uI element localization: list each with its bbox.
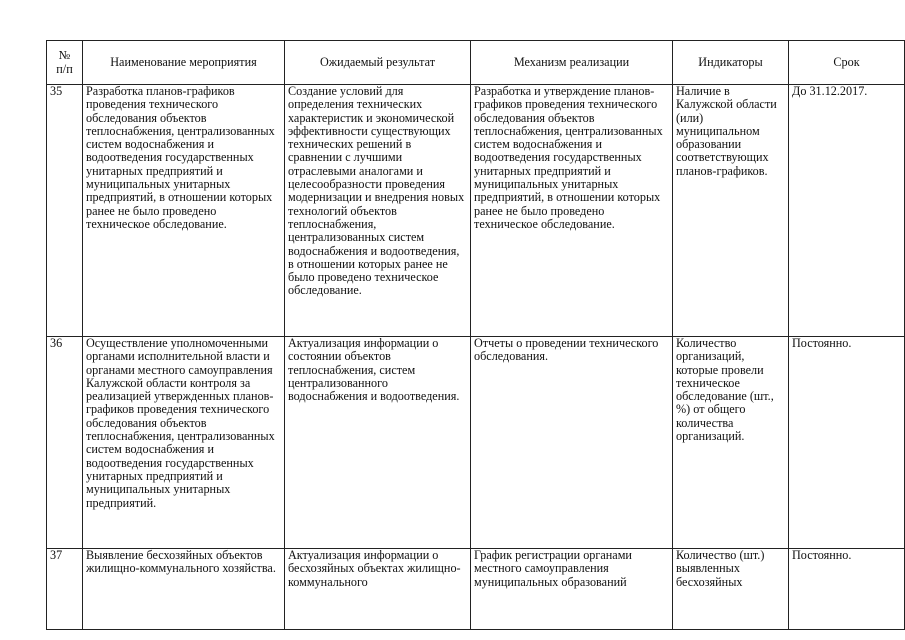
row-num: 35 <box>47 85 83 337</box>
row-num: 37 <box>47 549 83 630</box>
header-deadline: Срок <box>789 41 905 85</box>
row-indicators: Наличие в Калужской области (или) муниципальном образовании соответствующих планов-графиков. <box>673 85 789 337</box>
row-name: Выявление бесхозяйных объектов жилищно-коммунального хозяйства. <box>83 549 285 630</box>
table-header-row <box>47 41 905 85</box>
row-indicators: Количество (шт.) выявленных бесхозяйных <box>673 549 789 630</box>
table-row <box>47 337 905 549</box>
table-row <box>47 85 905 337</box>
row-mechanism: График регистрации органами местного самоуправления муниципальных образований <box>471 549 673 630</box>
row-mechanism: Разработка и утверждение планов-графиков проведения технического обследования объектов теплоснабжения, централизованных систем водоснабжения и водоотведения государственных унитарных предприятий и муниципальных унитарных предприятий, в отношении которых ранее не было проведено техническое обследование. <box>471 85 673 337</box>
row-name: Разработка планов-графиков проведения технического обследования объектов теплоснабжения, централизованных систем водоснабжения и водоотведения государственных унитарных предприятий и муниципальных унитарных предприятий, в отношении которых ранее не было проведено техническое обследование. <box>83 85 285 337</box>
row-mechanism: Отчеты о проведении технического обследования. <box>471 337 673 549</box>
header-mechanism: Механизм реализации <box>471 41 673 85</box>
row-indicators: Количество организаций, которые провели техническое обследование (шт., %) от общего количества организаций. <box>673 337 789 549</box>
document-page <box>46 40 904 630</box>
header-result: Ожидаемый результат <box>285 41 471 85</box>
header-num-line2: п/п <box>56 61 73 76</box>
header-num <box>47 41 83 85</box>
row-result: Создание условий для определения технических характеристик и экономической эффективности существующих технических решений в сравнении с лучшими отраслевыми аналогами и целесообразности проведения модернизации и внедрения новых технологий объектов теплоснабжения, централизованных систем водоснабжения и водоотведения, в отношении которых ранее не было проведено техническое обследование. <box>285 85 471 337</box>
row-result: Актуализация информации о состоянии объектов теплоснабжения, систем централизованного водоснабжения и водоотведения. <box>285 337 471 549</box>
row-num: 36 <box>47 337 83 549</box>
header-indicators: Индикаторы <box>673 41 789 85</box>
measures-table <box>46 40 905 630</box>
table-row <box>47 549 905 630</box>
header-num-line1: № <box>58 48 71 63</box>
row-deadline: До 31.12.2017. <box>789 85 905 337</box>
row-name: Осуществление уполномоченными органами исполнительной власти и органами местного самоуправления Калужской области контроля за реализацией утвержденных планов-графиков проведения технического обследования объектов теплоснабжения, централизованных систем водоснабжения и водоотведения государственных унитарных предприятий и муниципальных унитарных предприятий. <box>83 337 285 549</box>
row-result: Актуализация информации о бесхозяйных объектах жилищно-коммунального <box>285 549 471 630</box>
row-deadline: Постоянно. <box>789 337 905 549</box>
header-name: Наименование мероприятия <box>83 41 285 85</box>
row-deadline: Постоянно. <box>789 549 905 630</box>
